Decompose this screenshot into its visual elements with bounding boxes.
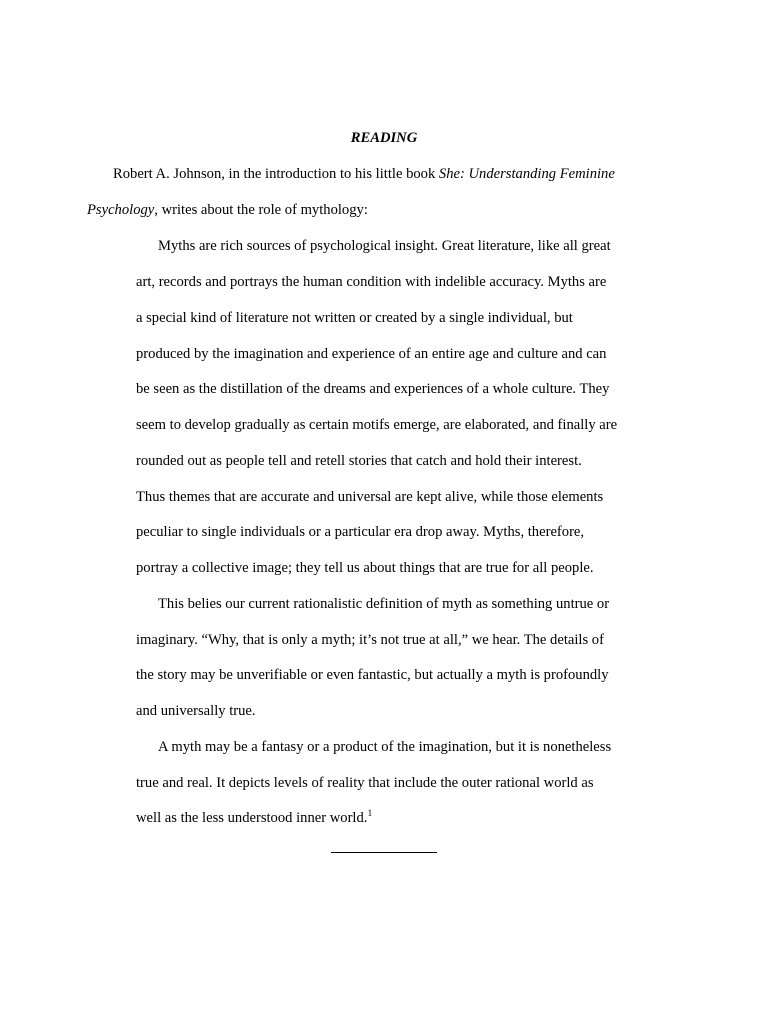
intro-text: Robert A. Johnson, in the introduction to his little book bbox=[113, 166, 439, 182]
intro-line-1 bbox=[113, 165, 615, 183]
quote-line: true and real. It depicts levels of reality that include the outer rational world as bbox=[136, 775, 594, 791]
page-title: READING bbox=[350, 130, 418, 146]
quote-text: well as the less understood inner world. bbox=[136, 810, 368, 826]
book-title: She: Understanding Feminine bbox=[438, 166, 615, 182]
quote-line: portray a collective image; they tell us about things that are true for all people. bbox=[136, 560, 594, 576]
quote-line: Thus themes that are accurate and universal are kept alive, while those elements bbox=[136, 489, 604, 505]
intro-line-2 bbox=[87, 201, 368, 219]
intro-text: , writes about the role of mythology: bbox=[154, 202, 368, 218]
quote-line: produced by the imagination and experience of an entire age and culture and can bbox=[136, 346, 607, 362]
quote-line: Myths are rich sources of psychological insight. Great literature, like all great bbox=[158, 238, 611, 254]
quote-line: and universally true. bbox=[136, 703, 256, 719]
quote-line: seem to develop gradually as certain motifs emerge, are elaborated, and finally are bbox=[136, 417, 618, 433]
quote-line: peculiar to single individuals or a particular era drop away. Myths, therefore, bbox=[136, 524, 585, 540]
quote-line: be seen as the distillation of the dreams and experiences of a whole culture. They bbox=[136, 381, 610, 397]
quote-line: rounded out as people tell and retell stories that catch and hold their interest. bbox=[136, 453, 582, 469]
footnote-marker[interactable]: 1 bbox=[367, 809, 373, 819]
quote-line: imaginary. “Why, that is only a myth; it’s not true at all,” we hear. The details of bbox=[136, 632, 604, 648]
quote-line: art, records and portrays the human condition with indelible accuracy. Myths are bbox=[136, 274, 607, 290]
quote-line: the story may be unverifiable or even fantastic, but actually a myth is profoundly bbox=[136, 667, 609, 683]
quote-line: A myth may be a fantasy or a product of the imagination, but it is nonetheless bbox=[158, 739, 612, 755]
quote-line: a special kind of literature not written or created by a single individual, but bbox=[136, 310, 573, 326]
book-title-continued: Psychology bbox=[87, 202, 155, 218]
footnote-separator bbox=[331, 852, 437, 853]
quote-line-last bbox=[136, 809, 372, 827]
quote-line: This belies our current rationalistic definition of myth as something untrue or bbox=[158, 596, 610, 612]
